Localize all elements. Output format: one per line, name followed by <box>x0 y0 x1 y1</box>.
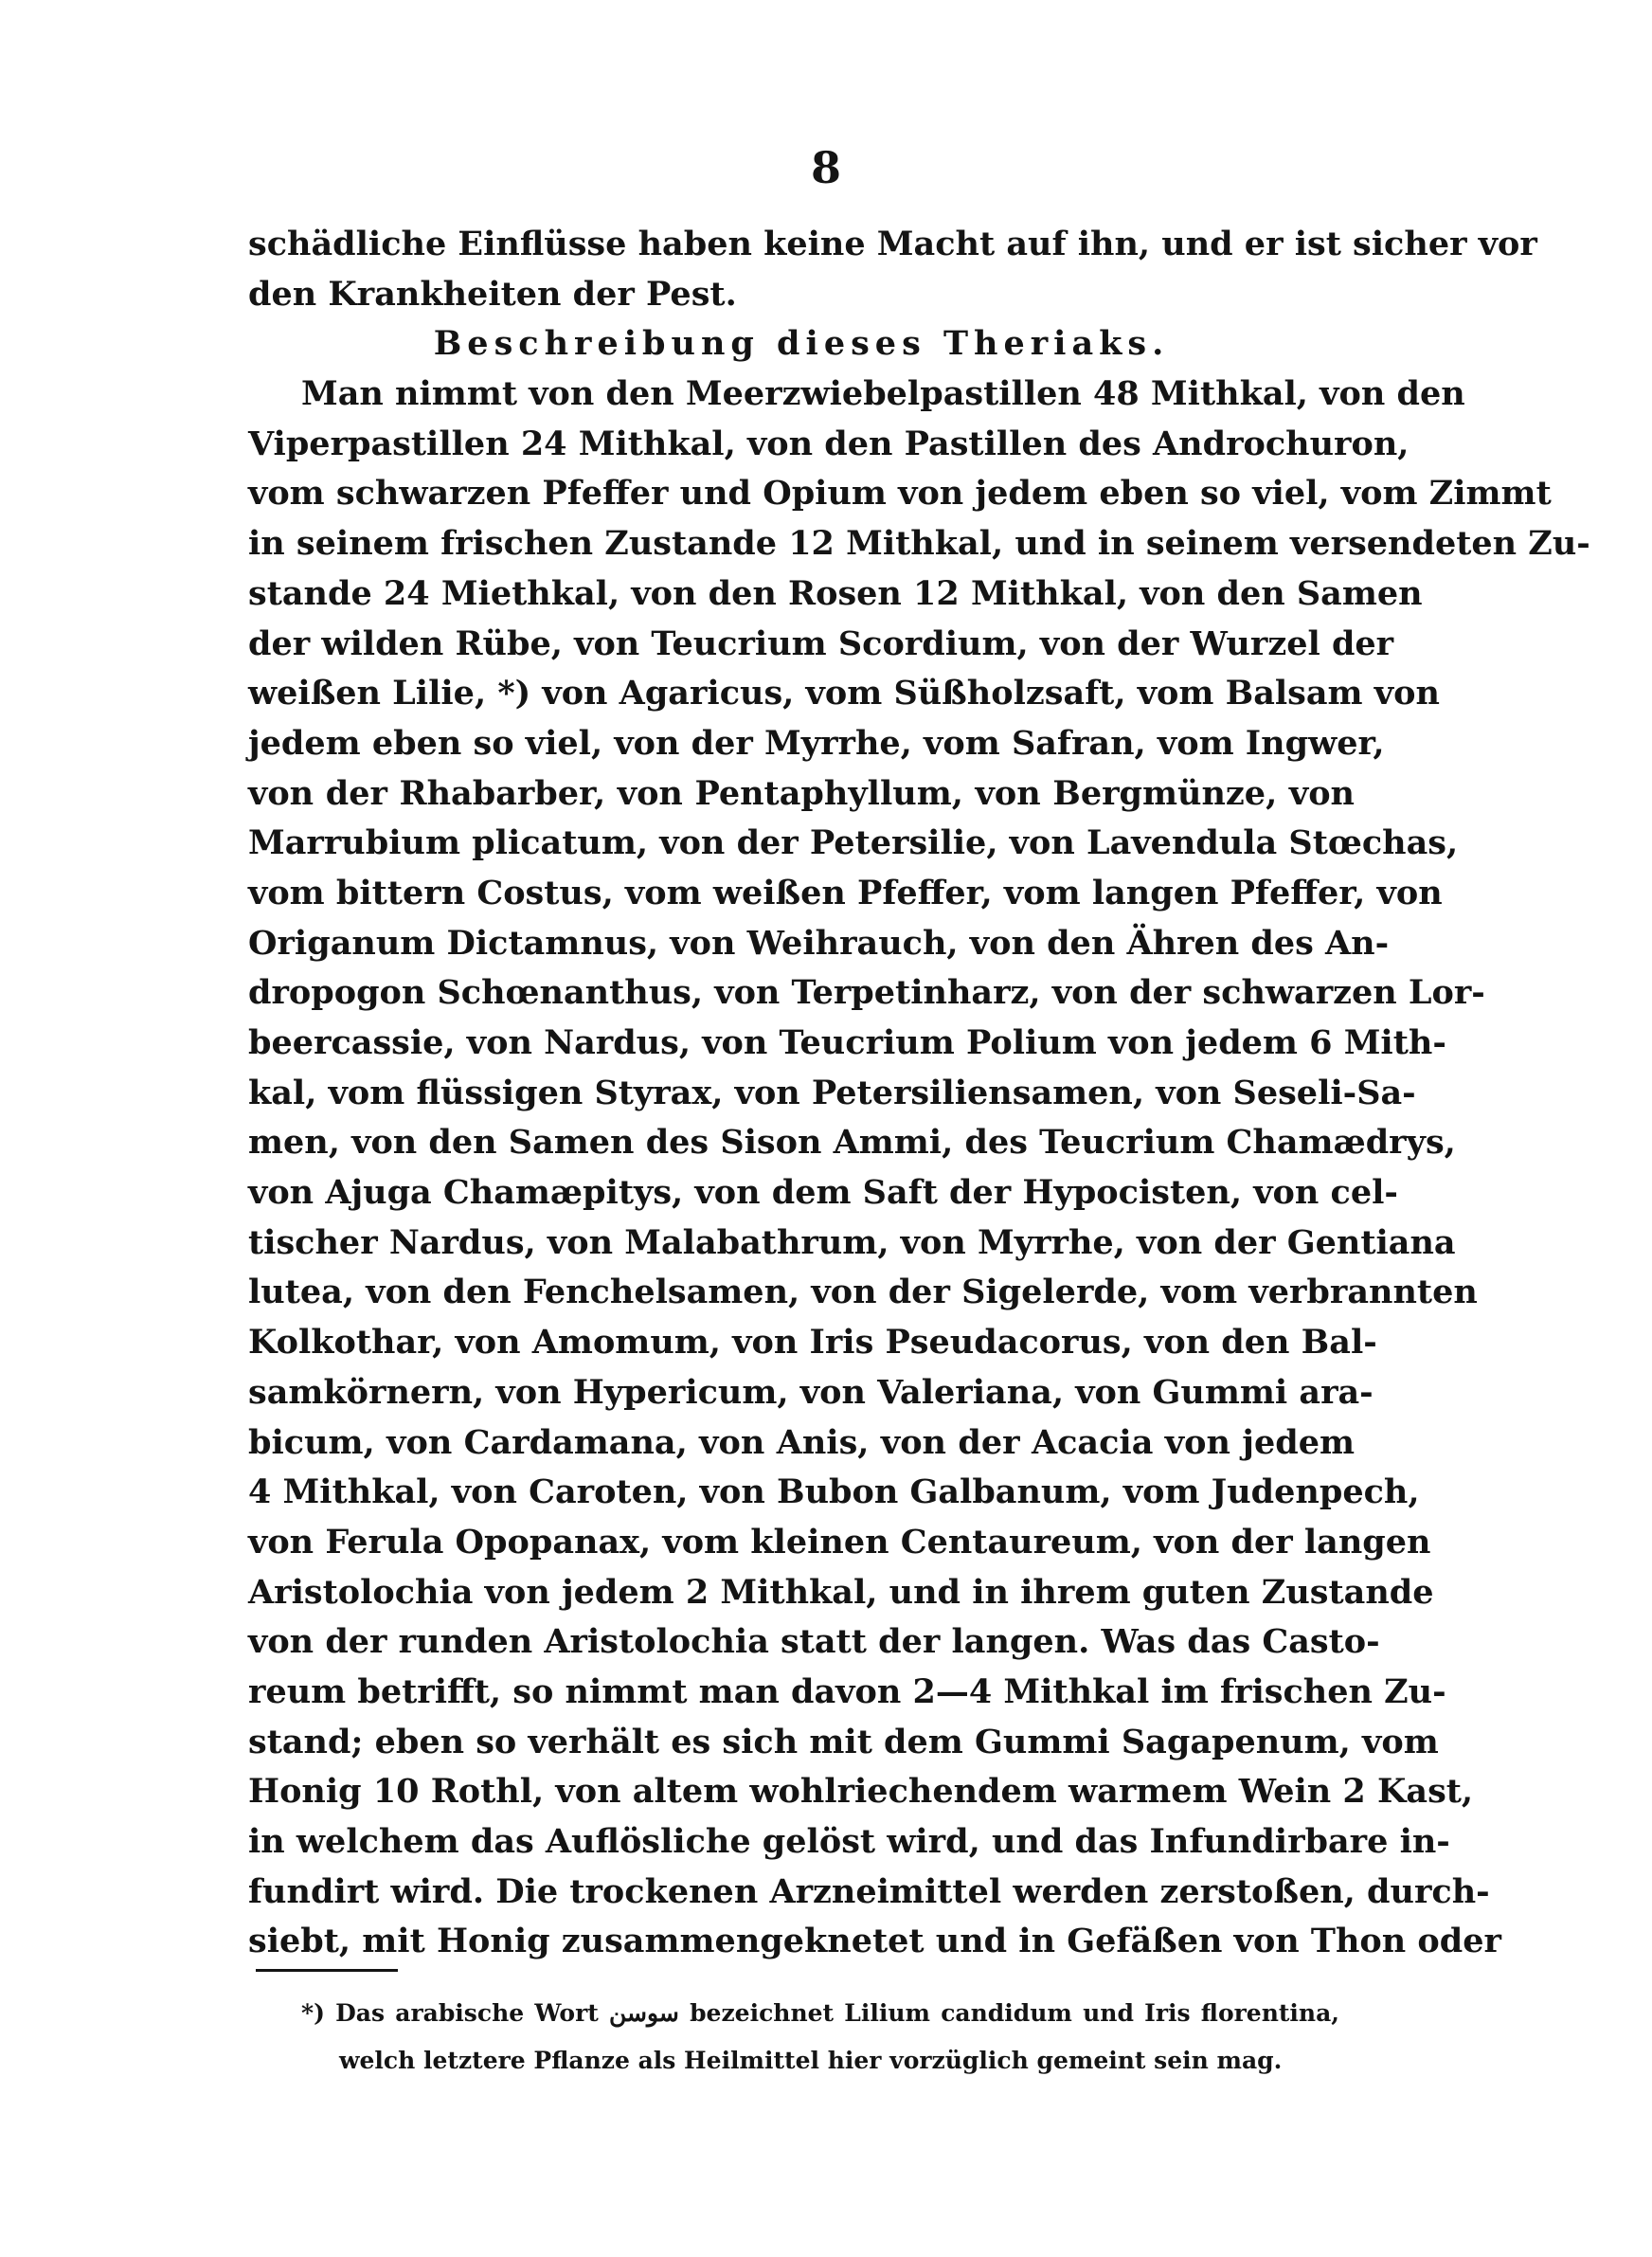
footnote-divider <box>256 1969 398 1972</box>
text-line: Kolkothar, von Amomum, von Iris Pseudacorus, von den Bal- <box>248 1323 1377 1363</box>
text-line: tischer Nardus, von Malabathrum, von Myrrhe, von der Gentiana <box>248 1222 1456 1262</box>
text-line: von Ajuga Chamæpitys, von dem Saft der Hypocisten, von cel- <box>248 1173 1398 1213</box>
text-line: siebt, mit Honig zusammengeknetet und in Gefäßen von Thon oder <box>248 1922 1501 1961</box>
text-line: vom schwarzen Pfeffer und Opium von jedem eben so viel, vom Zimmt <box>248 474 1552 514</box>
text-line: von Ferula Opopanax, vom kleinen Centaureum, von der langen <box>248 1522 1431 1562</box>
footnote-line: welch letztere Pflanze als Heilmittel hier vorzüglich gemeint sein mag. <box>339 2047 1283 2074</box>
body-text <box>248 220 1590 1967</box>
text-line: lutea, von den Fenchelsamen, von der Sigelerde, vom verbrannten <box>248 1273 1478 1312</box>
text-line: von der runden Aristolochia statt der langen. Was das Casto- <box>248 1622 1380 1662</box>
text-line: Marrubium plicatum, von der Petersilie, von Lavendula Stœchas, <box>248 823 1459 863</box>
text-line: fundirt wird. Die trockenen Arzneimittel werden zerstoßen, durch- <box>248 1871 1490 1911</box>
text-line: samkörnern, von Hypericum, von Valeriana, von Gummi ara- <box>248 1372 1374 1412</box>
text-line: in welchem das Auflösliche gelöst wird, und das Infundirbare in- <box>248 1822 1450 1861</box>
text-line: men, von den Samen des Sison Ammi, des Teucrium Chamædrys, <box>248 1123 1456 1163</box>
text-line: bicum, von Cardamana, von Anis, von der Acacia von jedem <box>248 1422 1355 1462</box>
text-line: Man nimmt von den Meerzwiebelpastillen 48 Mithkal, von den <box>301 374 1465 414</box>
text-line: den Krankheiten der Pest. <box>248 274 737 314</box>
text-line: Aristolochia von jedem 2 Mithkal, und in ihrem guten Zustande <box>248 1572 1434 1612</box>
text-line: in seinem frischen Zustande 12 Mithkal, und in seinem versendeten Zu- <box>248 524 1590 564</box>
footnote <box>301 1990 1339 2085</box>
text-line: 4 Mithkal, von Caroten, von Bubon Galbanum, vom Judenpech, <box>248 1472 1420 1512</box>
text-line: dropogon Schœnanthus, von Terpetinharz, von der schwarzen Lor- <box>248 973 1485 1013</box>
text-line: kal, vom flüssigen Styrax, von Petersiliensamen, von Seseli-Sa- <box>248 1073 1416 1112</box>
text-line: Origanum Dictamnus, von Weihrauch, von den Ähren des An- <box>248 923 1390 963</box>
text-line: beercassie, von Nardus, von Teucrium Polium von jedem 6 Mith- <box>248 1023 1446 1062</box>
text-line: weißen Lilie, *) von Agaricus, vom Süßholzsaft, vom Balsam von <box>248 674 1440 713</box>
text-line: Viperpastillen 24 Mithkal, von den Pastillen des Androchuron, <box>248 424 1410 463</box>
text-line: schädliche Einflüsse haben keine Macht auf ihn, und er ist sicher vor <box>248 225 1537 263</box>
section-heading: Beschreibung dieses Theriaks. <box>433 324 1170 364</box>
page-number: 8 <box>810 142 841 193</box>
text-line: stand; eben so verhält es sich mit dem Gummi Sagapenum, vom <box>248 1722 1439 1761</box>
footnote-line: *) Das arabische Wort سوسن bezeichnet Lilium candidum und Iris florentina, <box>301 1999 1339 2027</box>
text-line: stande 24 Miethkal, von den Rosen 12 Mithkal, von den Samen <box>248 573 1423 613</box>
text-line: von der Rhabarber, von Pentaphyllum, von Bergmünze, von <box>248 773 1355 813</box>
text-line: der wilden Rübe, von Teucrium Scordium, von der Wurzel der <box>248 623 1394 663</box>
text-line: jedem eben so viel, von der Myrrhe, vom Safran, vom Ingwer, <box>248 723 1385 763</box>
text-line: Honig 10 Rothl, von altem wohlriechendem warmem Wein 2 Kast, <box>248 1772 1474 1812</box>
text-line: reum betrifft, so nimmt man davon 2—4 Mithkal im frischen Zu- <box>248 1671 1446 1711</box>
text-line: vom bittern Costus, vom weißen Pfeffer, vom langen Pfeffer, von <box>248 873 1443 912</box>
